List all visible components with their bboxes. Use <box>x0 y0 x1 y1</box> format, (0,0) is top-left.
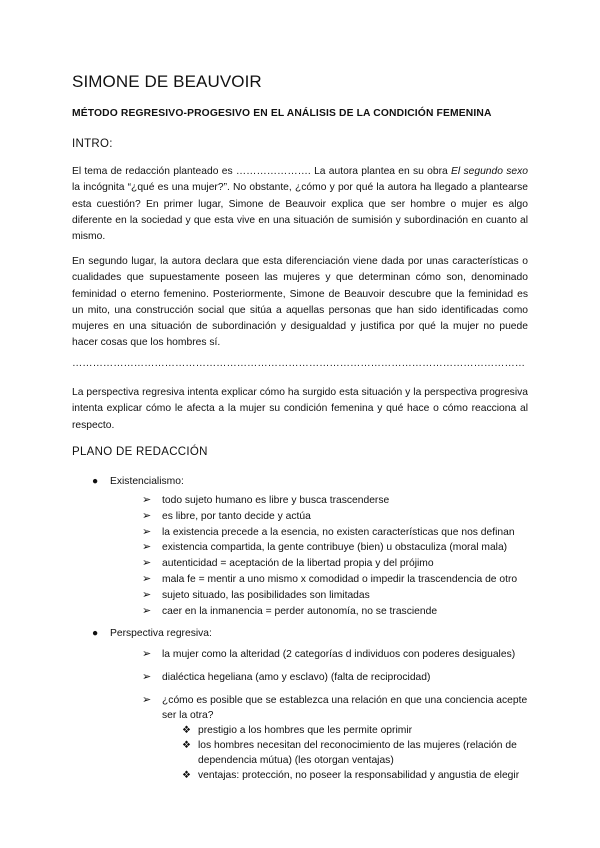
intro-label: INTRO: <box>72 138 113 150</box>
arrow-bullet-icon: ➢ <box>142 541 152 554</box>
list-item: ➢ la mujer como la alteridad (2 categorías d individuos con poderes desiguales) <box>142 647 528 663</box>
diamond-bullet-icon: ❖ <box>182 769 191 781</box>
list-item: ❖ los hombres necesitan del reconocimiento de las mujeres (relación de dependencia mútua) (les otorgan ventajas) <box>182 739 517 766</box>
list-item: ➢ sujeto situado, las posibilidades son limitadas <box>142 588 528 604</box>
list-item: ➢ mala fe = mentir a uno mismo x comodidad o impedir la trascendencia de otro <box>142 572 528 588</box>
list-item: ❖ prestigio a los hombres que les permite oprimir <box>182 724 528 739</box>
arrow-bullet-icon: ➢ <box>142 525 152 538</box>
dotted-separator: …………………………………………………………………………………………………………………… <box>72 358 526 369</box>
plan-label: PLANO DE REDACCIÓN <box>72 446 208 458</box>
arrow-bullet-icon: ➢ <box>142 494 152 506</box>
intro-paragraph-2: En segundo lugar, la autora declara que esta diferenciación viene dada por unas características o cualidades que supuestamente poseen las mujeres y que determinan cómo son, denominado feminidad o eterno femenino. Posteriormente, Simone de Beauvoir descubre que la feminidad es un mito, una construcción social que sitúa a aquellas personas que han sido identificadas como mujeres en una situación de subordinación y desigualdad y justifica por qué la mujer no puede hacer cosas que los hombres sí. <box>72 256 528 349</box>
list-item: ➢ dialéctica hegeliana (amo y esclavo) (falta de reciprocidad) <box>142 670 528 686</box>
diamond-bullet-icon: ❖ <box>182 739 191 751</box>
arrow-bullet-icon: ➢ <box>142 572 152 585</box>
list-item: ➢ todo sujeto humano es libre y busca trascenderse <box>142 493 528 509</box>
list-item: ➢ es libre, por tanto decide y actúa <box>142 509 528 525</box>
list-item: ❖ ventajas: protección, no poseer la responsabilidad y angustia de elegir <box>182 769 528 784</box>
regresiva-subsublist <box>182 724 528 783</box>
arrow-bullet-icon: ➢ <box>142 604 152 617</box>
bullet-icon: ● <box>92 628 99 639</box>
list-item: ➢ caer en la inmanencia = perder autonomía, no se trasciende <box>142 604 528 620</box>
list-item: ➢ la existencia precede a la esencia, no existen características que nos definan <box>142 525 528 541</box>
diamond-bullet-icon: ❖ <box>182 725 191 737</box>
list-item: ➢ autenticidad = aceptación de la libertad propia y del prójimo <box>142 556 528 572</box>
arrow-bullet-icon: ➢ <box>142 588 152 601</box>
arrow-bullet-icon: ➢ <box>142 557 152 570</box>
list-item-regresiva: ● Perspectiva regresiva: ➢ la mujer como la alteridad (2 categorías d individuos con poderes desiguales) ➢ dialéctica hegeliana (amo y esclavo) (falta de reciprocidad) ➢ ¿cómo es posible que se establezca una relación en que una conciencia acepte ser la otra? ❖ prestigio a los hombres que les permite oprimir ❖ los hombres necesitan del reconocimiento de las mujeres (relación de dependencia mútua) (les otorgan ventajas) ❖ ventajas: protección, no poseer la responsabilidad y angustia de elegir <box>92 626 528 783</box>
arrow-bullet-icon: ➢ <box>142 693 152 706</box>
intro-paragraph-3: La perspectiva regresiva intenta explicar cómo ha surgido esta situación y la perspectiva progresiva intenta explicar cómo le afecta a la mujer su condición femenina y qué hace o cómo reacciona al respecto. <box>72 387 528 431</box>
list-item-existencialismo: ● Existencialismo: ➢ todo sujeto humano es libre y busca trascenderse ➢ es libre, por tanto decide y actúa ➢ la existencia precede a la esencia, no existen características que nos definan ➢ existencia compartida, la gente contribuye (bien) u obstaculiza (moral mala) ➢ autenticidad = aceptación de la libertad propia y del prójimo ➢ mala fe = mentir a uno mismo x comodidad o impedir la trascendencia de otro ➢ sujeto situado, las posibilidades son limitadas ➢ caer en la inmanencia = perder autonomía, no se trasciende <box>92 474 528 619</box>
list-item: ➢ existencia compartida, la gente contribuye (bien) u obstaculiza (moral mala) <box>142 540 528 556</box>
book-title: El segundo sexo <box>451 166 528 177</box>
bullet-icon: ● <box>92 476 99 487</box>
intro-paragraph-1: El tema de redacción planteado es …………………. La autora plantea en su obra El segundo sexo la incógnita “¿qué es una mujer?”. No obstante, ¿cómo y por qué la autora ha llegado a plantearse esta cuestión? En primer lugar, Simone de Beauvoir explica que ser hombre o mujer es algo diferente en la sociedad y que esta vive en una situación de sumisión y subordinación en cuanto al mismo. <box>72 166 528 243</box>
existencialismo-sublist <box>142 493 528 619</box>
page-title: SIMONE DE BEAUVOIR <box>72 72 262 91</box>
arrow-bullet-icon: ➢ <box>142 648 152 660</box>
arrow-bullet-icon: ➢ <box>142 509 152 522</box>
list-item: ➢ ¿cómo es posible que se establezca una relación en que una conciencia acepte ser la otra? ❖ prestigio a los hombres que les permite oprimir ❖ los hombres necesitan del reconocimiento de las mujeres (relación de dependencia mútua) (les otorgan ventajas) ❖ ventajas: protección, no poseer la responsabilidad y angustia de elegir <box>142 693 528 784</box>
regresiva-sublist <box>142 647 528 783</box>
plan-list-2 <box>92 626 528 783</box>
arrow-bullet-icon: ➢ <box>142 670 152 683</box>
plan-list <box>92 474 528 619</box>
page-subtitle: MÉTODO REGRESIVO-PROGESIVO EN EL ANÁLISIS DE LA CONDICIÓN FEMENINA <box>72 108 492 119</box>
